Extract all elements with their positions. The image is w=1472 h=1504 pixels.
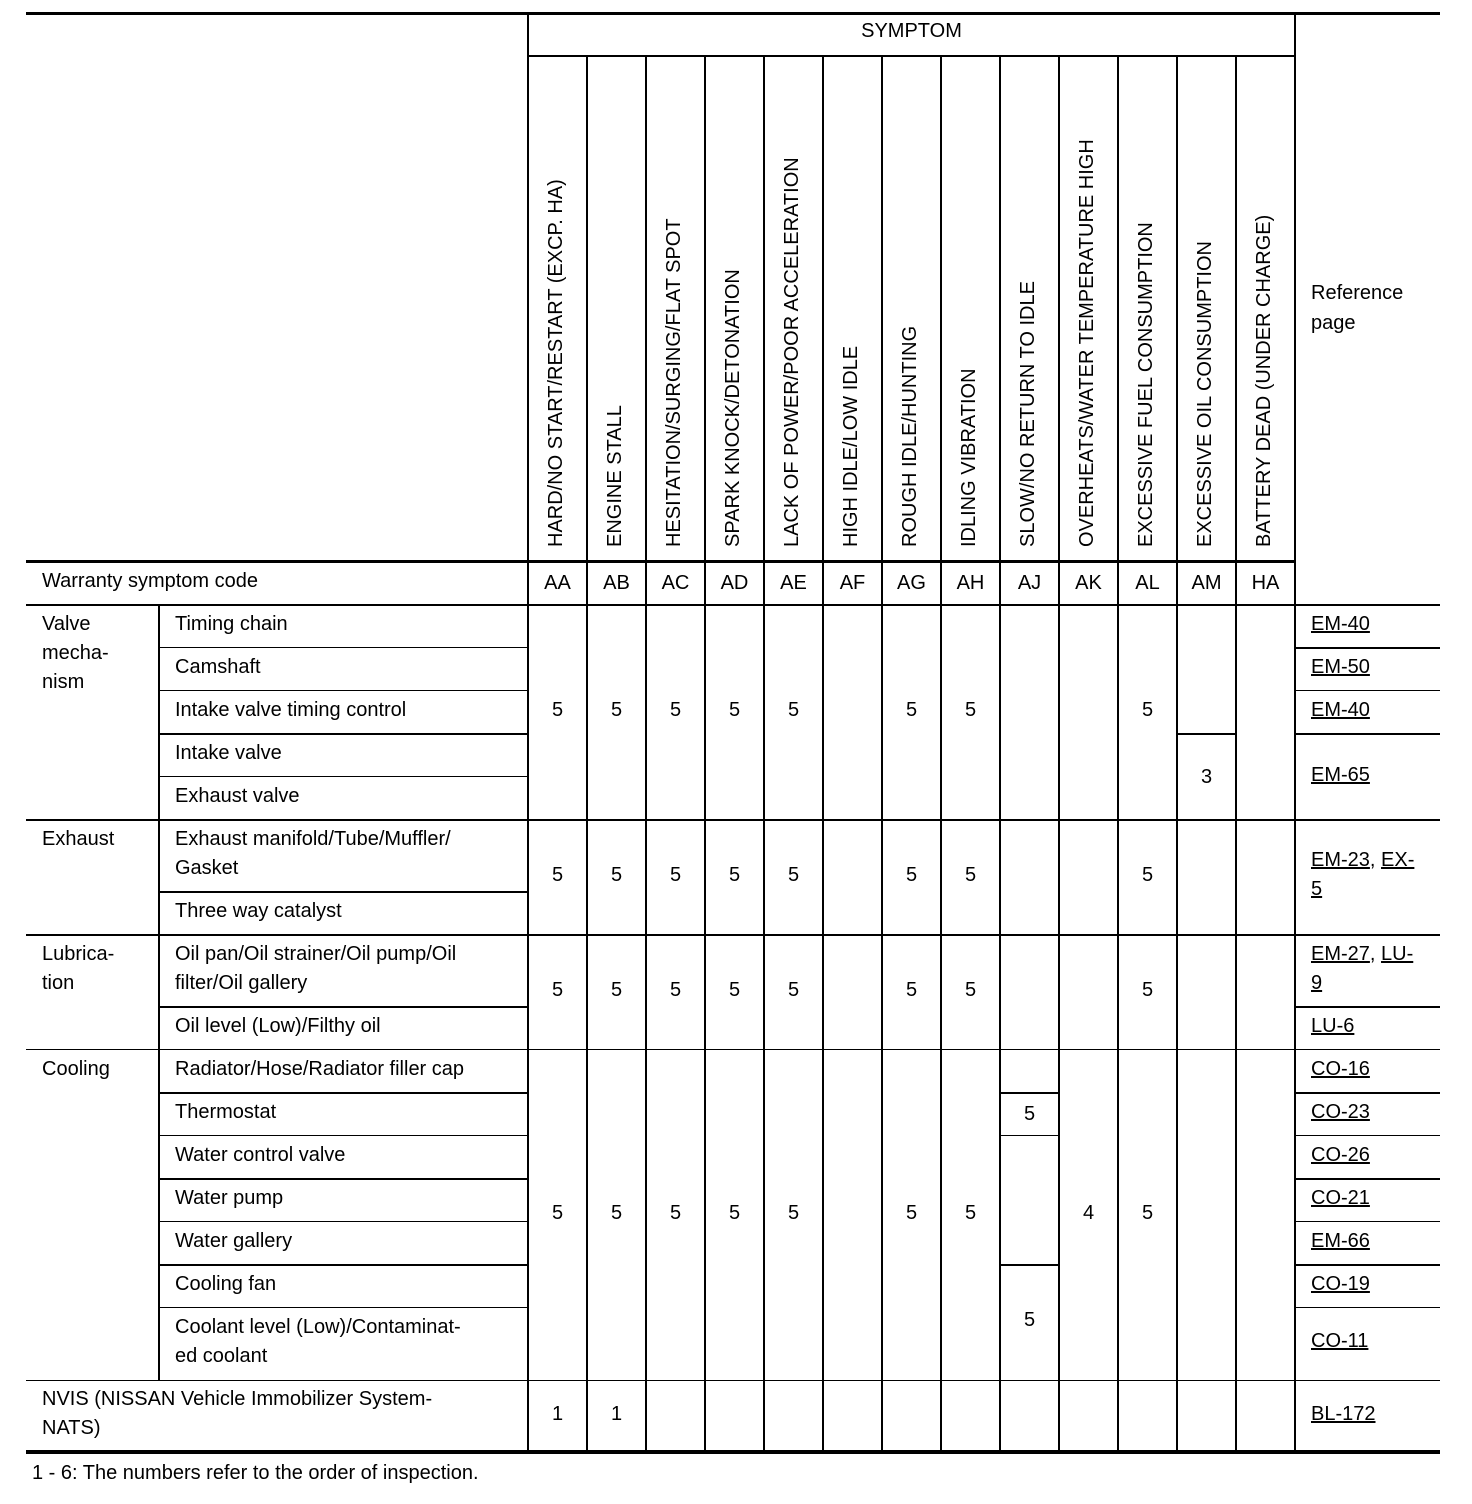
footnote: 1 - 6: The numbers refer to the order of inspection. <box>32 1462 479 1484</box>
ref-link-EX-5-cont[interactable]: 5 <box>1311 878 1323 900</box>
divider <box>158 733 528 735</box>
value-cell: 5 <box>610 698 623 721</box>
ref-link-CO-16[interactable]: CO-16 <box>1311 1058 1370 1080</box>
value-cell: 5 <box>669 863 682 886</box>
group-label-line: mecha- <box>42 642 109 664</box>
code-AL: AL <box>1135 571 1160 594</box>
item-water-gallery: Water gallery <box>175 1230 293 1252</box>
value-cell: 5 <box>964 1201 977 1224</box>
value-cell: 5 <box>1141 978 1154 1001</box>
value-cell: 5 <box>669 978 682 1001</box>
symptom-name: EXCESSIVE FUEL CONSUMPTION <box>1134 222 1157 547</box>
group-label-lubrication <box>42 940 114 998</box>
item-coolant-level <box>175 1313 461 1371</box>
divider <box>158 1006 528 1008</box>
value-cell: 5 <box>610 978 623 1001</box>
divider <box>1295 1221 1440 1222</box>
ref-link-LU-9[interactable]: LU- <box>1381 943 1414 965</box>
divider <box>26 1380 1440 1381</box>
group-label-line: NATS) <box>42 1417 101 1439</box>
symptom-name: ENGINE STALL <box>603 405 626 547</box>
symptom-header-AJ <box>1000 56 1059 561</box>
item-line: Oil pan/Oil strainer/Oil pump/Oil <box>175 943 457 965</box>
item-intake-valve-timing-control: Intake valve timing control <box>175 699 407 721</box>
code-AF: AF <box>839 571 866 594</box>
ref-link-EM-50[interactable]: EM-50 <box>1311 656 1370 678</box>
item-line: ed coolant <box>175 1345 268 1367</box>
group-label-line: Valve <box>42 613 91 635</box>
value-cell: 5 <box>787 1201 800 1224</box>
value-cell: 1 <box>610 1402 623 1425</box>
item-radiator: Radiator/Hose/Radiator filler cap <box>175 1058 465 1080</box>
ref-link-EM-65[interactable]: EM-65 <box>1311 764 1370 786</box>
divider <box>1295 647 1440 649</box>
symptom-name: EXCESSIVE OIL CONSUMPTION <box>1193 241 1216 547</box>
value-cell: 5 <box>669 698 682 721</box>
code-AH: AH <box>956 571 985 594</box>
item-timing-chain: Timing chain <box>175 613 288 635</box>
symptom-header-AB <box>587 56 646 561</box>
symptom-name: IDLING VIBRATION <box>957 368 980 547</box>
ref-separator: , <box>1369 943 1382 965</box>
value-cell: 5 <box>905 978 918 1001</box>
value-cell: 5 <box>787 978 800 1001</box>
item-line: Coolant level (Low)/Contaminat- <box>175 1316 461 1338</box>
divider <box>1295 1178 1440 1180</box>
group-label-nvis <box>42 1385 432 1443</box>
value-cell: 5 <box>551 978 564 1001</box>
code-HA: HA <box>1251 571 1280 594</box>
value-cell: 5 <box>905 863 918 886</box>
value-cell: 5 <box>669 1201 682 1224</box>
item-water-pump: Water pump <box>175 1187 284 1209</box>
symptom-name: HESITATION/SURGING/FLAT SPOT <box>662 218 685 547</box>
ref-link-CO-19[interactable]: CO-19 <box>1311 1273 1370 1295</box>
value-cell: 5 <box>551 863 564 886</box>
item-exhaust-manifold <box>175 825 451 883</box>
divider <box>1000 1135 1059 1136</box>
divider <box>158 1092 528 1094</box>
code-AK: AK <box>1075 571 1102 594</box>
symptom-header-AA <box>528 56 587 561</box>
divider <box>1295 690 1440 691</box>
table-top-border <box>26 12 1440 15</box>
symptom-name: ROUGH IDLE/HUNTING <box>898 325 921 547</box>
value-cell: 5 <box>610 863 623 886</box>
symptom-name: OVERHEATS/WATER TEMPERATURE HIGH <box>1075 139 1098 547</box>
item-intake-valve: Intake valve <box>175 742 282 764</box>
code-AJ: AJ <box>1017 571 1042 594</box>
ref-link-CO-21[interactable]: CO-21 <box>1311 1187 1370 1209</box>
item-oil-level: Oil level (Low)/Filthy oil <box>175 1015 381 1037</box>
ref-link-EM-40[interactable]: EM-40 <box>1311 699 1370 721</box>
symptom-header-HA <box>1236 56 1295 561</box>
ref-link-LU-9-cont[interactable]: 9 <box>1311 972 1323 994</box>
symptom-name: BATTERY DEAD (UNDER CHARGE) <box>1252 214 1275 547</box>
value-cell: 5 <box>1141 1201 1154 1224</box>
code-AG: AG <box>897 571 926 594</box>
code-AA: AA <box>544 571 571 594</box>
table-bottom-border <box>26 1450 1440 1454</box>
group-label-valve <box>42 610 109 697</box>
value-cell: 5 <box>1141 698 1154 721</box>
ref-link-LU-6[interactable]: LU-6 <box>1311 1015 1355 1037</box>
divider <box>158 1135 528 1136</box>
value-cell: 1 <box>551 1402 564 1425</box>
item-line: filter/Oil gallery <box>175 972 308 994</box>
divider <box>1295 1006 1440 1008</box>
symptom-header-AC <box>646 56 705 561</box>
ref-link-CO-23[interactable]: CO-23 <box>1311 1101 1370 1123</box>
code-AD: AD <box>720 571 749 594</box>
symptom-name: SLOW/NO RETURN TO IDLE <box>1016 281 1039 547</box>
reference-page-header: Reference page <box>1311 282 1404 334</box>
value-cell: 5 <box>1023 1308 1036 1331</box>
value-cell: 3 <box>1200 765 1213 788</box>
divider <box>158 1178 528 1180</box>
warranty-code-label: Warranty symptom code <box>42 570 258 592</box>
item-three-way-catalyst: Three way catalyst <box>175 900 342 922</box>
item-line: Exhaust manifold/Tube/Muffler/ <box>175 828 451 850</box>
ref-links-lubrication <box>1311 940 1413 998</box>
code-AB: AB <box>603 571 630 594</box>
symptom-header-AM <box>1177 56 1236 561</box>
symptom-header-AF <box>823 56 882 561</box>
ref-separator: , <box>1369 849 1382 871</box>
item-oil-pan <box>175 940 456 998</box>
group-label-line: Lubrica- <box>42 943 115 965</box>
value-cell: 5 <box>551 698 564 721</box>
divider <box>158 1307 528 1308</box>
divider <box>158 1221 528 1222</box>
ref-link-EM-40[interactable]: EM-40 <box>1311 613 1370 635</box>
code-AE: AE <box>780 571 807 594</box>
divider <box>158 891 528 893</box>
value-cell: 5 <box>1141 863 1154 886</box>
divider <box>158 776 528 777</box>
code-AM: AM <box>1191 571 1222 594</box>
group-label-line: NVIS (NISSAN Vehicle Immobilizer System- <box>42 1388 433 1410</box>
item-camshaft: Camshaft <box>175 656 261 678</box>
divider <box>26 1049 1440 1050</box>
item-water-control-valve: Water control valve <box>175 1144 346 1166</box>
ref-links-exhaust <box>1311 846 1414 904</box>
symptom-header-AH <box>941 56 1000 561</box>
value-cell: 5 <box>728 863 741 886</box>
symptom-header-AE <box>764 56 823 561</box>
group-label-exhaust: Exhaust <box>42 828 115 850</box>
divider <box>158 647 528 648</box>
symptom-name: HARD/NO START/RESTART (EXCP. HA) <box>544 179 567 547</box>
value-cell: 5 <box>905 1201 918 1224</box>
value-cell: 5 <box>787 698 800 721</box>
symptom-header-AG <box>882 56 941 561</box>
ref-link-EM-23[interactable]: EM-23 <box>1311 849 1370 871</box>
value-cell: 5 <box>728 978 741 1001</box>
value-cell: 4 <box>1082 1201 1095 1224</box>
value-cell: 5 <box>964 863 977 886</box>
divider <box>158 690 528 691</box>
symptom-name: HIGH IDLE/LOW IDLE <box>839 345 862 547</box>
ref-link-CO-11[interactable]: CO-11 <box>1311 1330 1369 1352</box>
divider <box>1295 1264 1440 1266</box>
divider <box>1295 733 1440 735</box>
symptom-name: SPARK KNOCK/DETONATION <box>721 269 744 547</box>
divider <box>1295 1307 1440 1308</box>
item-cooling-fan: Cooling fan <box>175 1273 277 1295</box>
symptom-group-header: SYMPTOM <box>861 20 962 42</box>
divider <box>26 604 1440 606</box>
item-thermostat: Thermostat <box>175 1101 277 1123</box>
ref-link-EX-5[interactable]: EX- <box>1381 849 1415 871</box>
value-cell: 5 <box>728 1201 741 1224</box>
value-cell: 5 <box>728 698 741 721</box>
item-line: Gasket <box>175 857 239 879</box>
value-cell: 5 <box>905 698 918 721</box>
value-cell: 5 <box>610 1201 623 1224</box>
ref-link-BL-172[interactable]: BL-172 <box>1311 1403 1376 1425</box>
code-AC: AC <box>661 571 690 594</box>
value-cell: 5 <box>964 698 977 721</box>
ref-link-CO-26[interactable]: CO-26 <box>1311 1144 1370 1166</box>
symptom-name: LACK OF POWER/POOR ACCELERATION <box>780 157 803 547</box>
value-cell: 5 <box>551 1201 564 1224</box>
symptom-header-AK <box>1059 56 1118 561</box>
value-cell: 5 <box>1023 1102 1036 1125</box>
divider <box>1295 1135 1440 1136</box>
group-label-cooling: Cooling <box>42 1058 110 1080</box>
divider <box>1295 1092 1440 1094</box>
value-cell: 5 <box>964 978 977 1001</box>
ref-link-EM-27[interactable]: EM-27 <box>1311 943 1370 965</box>
item-exhaust-valve: Exhaust valve <box>175 785 300 807</box>
divider <box>158 1264 528 1266</box>
group-label-line: nism <box>42 671 85 693</box>
symptom-header-AL <box>1118 56 1177 561</box>
group-label-line: tion <box>42 972 75 994</box>
symptom-header-AD <box>705 56 764 561</box>
ref-link-EM-66[interactable]: EM-66 <box>1311 1230 1370 1252</box>
value-cell: 5 <box>787 863 800 886</box>
